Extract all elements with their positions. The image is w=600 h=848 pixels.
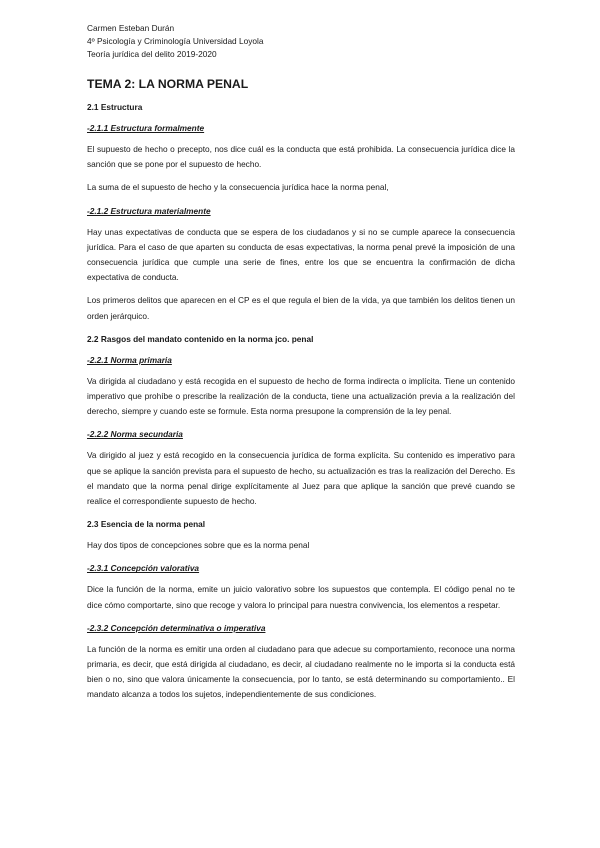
paragraph: Dice la función de la norma, emite un juicio valorativo sobre los supuestos que contempla. El código penal no te dice cómo comportarte, sino que recoge y valora lo principal para nuestra convivencia, los elementos a respetar. [87, 584, 515, 610]
paragraph: Los primeros delitos que aparecen en el CP es el que regula el bien de la vida, ya que también los delitos tienen un orden jerárquico. [87, 295, 515, 321]
paragraph: Va dirigido al juez y está recogido en la consecuencia jurídica de forma explícita. Su contenido es imperativo para que se aplique la sanción prevista para el supuesto de hecho, su actualización es tras la realización del Derecho. Es el mandato que la norma penal dirige explícitamente al Juez para que aplique la sanción que prevé cuando se realice el correspondiente supuesto de hecho. [87, 450, 516, 507]
section-2-3-heading: 2.3 Esencia de la norma penal [87, 519, 206, 530]
paragraph: Hay unas expectativas de conducta que se espera de los ciudadanos y si no se cumple aparece la consecuencia jurídica. Para el caso de que aparten su conducta de esas expectativas, la norma penal prevé la imposición de una consecuencia jurídica que cumple una serie de fines, entre los que se encuentra la confirmación de dicha expectativa de conducta. [87, 226, 515, 283]
subsection-2-3-1-heading: -2.3.1 Concepción valorativa [87, 563, 200, 574]
section-2-1-heading: 2.1 Estructura [87, 102, 143, 112]
document-title: TEMA 2: LA NORMA PENAL [87, 77, 249, 91]
header-subject: Teoría jurídica del delito 2019-2020 [87, 49, 217, 59]
subsection-2-1-1-heading: -2.1.1 Estructura formalmente [87, 123, 205, 133]
subsection-2-3-2-heading: -2.3.2 Concepción determinativa o imperativa [87, 622, 266, 633]
subsection-2-1-2-heading: -2.1.2 Estructura materialmente [87, 205, 211, 216]
document-page [87, 22, 515, 703]
subsection-2-2-2-heading: -2.2.2 Norma secundaria [87, 429, 183, 440]
paragraph: La función de la norma es emitir una orden al ciudadano para que adecue su comportamiento, reconoce una norma primaria, es decir, que está dirigida al ciudadano, es decir, al ciudadano realmente no le importa si la conducta está bien o no, sino que valora únicamente la consecuencia, por lo tanto, se está determinando su comportamiento.. El mandato alcanza a todos los sujetos, independientemente de sus condiciones. [87, 643, 515, 700]
paragraph: Hay dos tipos de concepciones sobre que es la norma penal [87, 540, 310, 551]
section-2-2-heading: 2.2 Rasgos del mandato contenido en la norma jco. penal [87, 333, 314, 344]
header-course: 4º Psicología y Criminología Universidad Loyola [87, 36, 264, 46]
paragraph: Va dirigida al ciudadano y está recogida en el supuesto de hecho de forma indirecta o implícita. Tiene un contenido imperativo que prohíbe o prescribe la realización de la conducta, tiene una actualización previa a la realización del derecho, siempre y cuando este se formule. Esta norma presupone la comprensión de la ley penal. [87, 375, 515, 417]
paragraph: La suma de el supuesto de hecho y la consecuencia jurídica hace la norma penal, [87, 182, 389, 193]
paragraph: El supuesto de hecho o precepto, nos dice cuál es la conducta que está prohibida. La consecuencia jurídica dice la sanción que se pone por el supuesto de hecho. [87, 144, 515, 170]
subsection-2-2-1-heading: -2.2.1 Norma primaria [87, 354, 172, 365]
header-author: Carmen Esteban Durán [87, 23, 175, 33]
